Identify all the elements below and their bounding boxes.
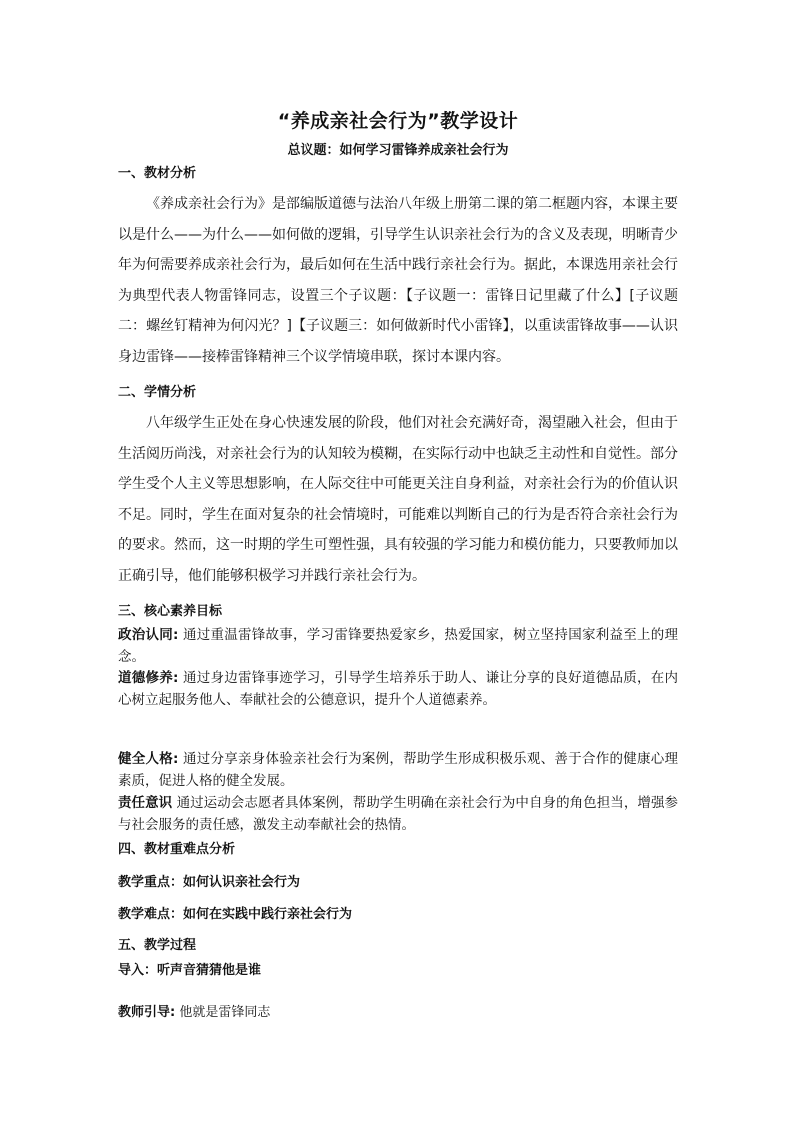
goal-text: 通过运动会志愿者具体案例，帮助学生明确在亲社会行为中自身的角色担当，增强参与社会服务的责任感，激发主动奉献社会的热情。 xyxy=(118,795,678,833)
teaching-difficult-point: 教学难点：如何在实践中践行亲社会行为 xyxy=(118,907,353,922)
teacher-guidance xyxy=(118,1004,270,1022)
teaching-key-point: 教学重点：如何认识亲社会行为 xyxy=(118,875,301,890)
goal-text: 通过分享亲身体验亲社会行为案例，帮助学生形成积极乐观、善于合作的健康心理素质，促进人格的健全发展。 xyxy=(118,751,678,789)
goal-moral-cultivation xyxy=(118,668,678,711)
goal-text: 通过身边雷锋事迹学习，引导学生培养乐于助人、谦让分享的良好道德品质，在内心树立起服务他人、奉献社会的公德意识，提升个人道德素养。 xyxy=(118,670,678,708)
section-heading-textbook-analysis: 一、教材分析 xyxy=(118,166,197,181)
document-subtitle: 总议题：如何学习雷锋养成亲社会行为 xyxy=(287,143,509,158)
learner-analysis-paragraph: 八年级学生正处在身心快速发展的阶段，他们对社会充满好奇，渴望融入社会，但由于生活阅历尚浅，对亲社会行为的认知较为模糊，在实际行动中也缺乏主动性和自觉性。部分学生受个人主义等思想影响，在人际交往中可能更关注自身利益，对亲社会行为的价值认识不足。同时，学生在面对复杂的社会情境时，可能难以判断自己的行为是否符合亲社会行为的要求。然而，这一时期的学生可塑性强，具有较强的学习能力和模仿能力，只要教师加以正确引导，他们能够积极学习并践行亲社会行为。 xyxy=(118,415,678,584)
goal-sound-personality xyxy=(118,749,678,792)
lesson-introduction: 导入：听声音猜猜他是谁 xyxy=(118,963,262,978)
section-heading-learner-analysis: 二、学情分析 xyxy=(118,385,197,400)
teacher-guidance-text: 他就是雷锋同志 xyxy=(175,1005,271,1020)
section-heading-core-literacy-goals: 三、核心素养目标 xyxy=(118,604,223,619)
goal-label: 政治认同: xyxy=(118,627,179,643)
section-heading-teaching-process: 五、教学过程 xyxy=(118,938,197,953)
section-heading-key-difficult-points: 四、教材重难点分析 xyxy=(118,842,236,857)
textbook-analysis-paragraph: 《养成亲社会行为》是部编版道德与法治八年级上册第二课的第二框题内容，本课主要以是什么——为什么——如何做的逻辑，引导学生认识亲社会行为的含义及表现，明晰青少年为何需要养成亲社会行为，最后如何在生活中践行亲社会行为。据此，本课选用亲社会行为典型代表人物雷锋同志，设置三个子议题：【子议题一：雷锋日记里藏了什么】[子议题二：螺丝钉精神为何闪光？]【子议题三：如何做新时代小雷锋】，以重读雷锋故事——认识身边雷锋——接棒雷锋精神三个议学情境串联，探讨本课内容。 xyxy=(118,196,678,365)
goal-text: 通过重温雷锋故事，学习雷锋要热爱家乡，热爱国家，树立坚持国家利益至上的理念。 xyxy=(118,627,678,665)
teacher-guidance-label: 教师引导: xyxy=(118,1005,176,1020)
goal-label: 道德修养: xyxy=(118,670,179,686)
goal-political-identity xyxy=(118,625,678,668)
goal-sense-of-responsibility xyxy=(118,793,678,836)
goal-label: 健全人格: xyxy=(118,751,179,767)
document-title: “养成亲社会行为”教学设计 xyxy=(277,110,519,132)
goal-label: 责任意识 xyxy=(118,795,173,811)
